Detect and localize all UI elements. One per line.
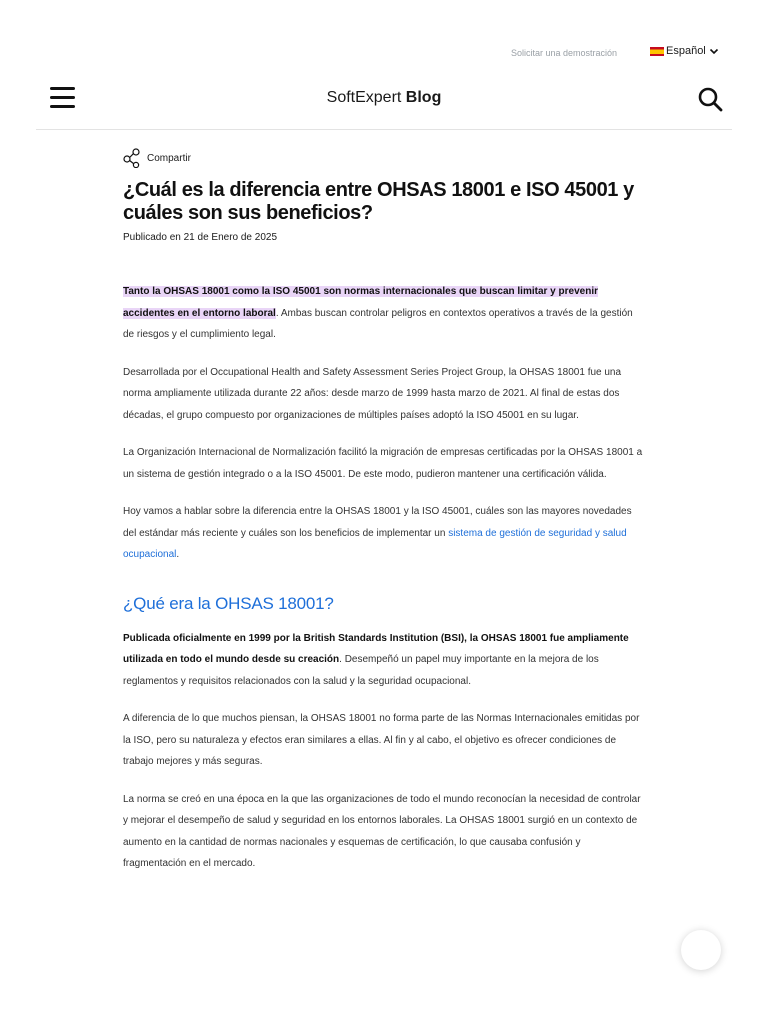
share-icon xyxy=(123,148,141,168)
spain-flag-icon xyxy=(650,47,664,56)
paragraph: La norma se creó en una época en la que las organizaciones de todo el mundo reconocían la necesidad de controlar y mejorar el desempeño de salud y seguridad en los entornos laborales. La OHSAS 18001 surgió en un contexto de aumento en la cantidad de normas nacionales y esquemas de certificación, lo que causaba confusión y fragmentación en el mercado. xyxy=(123,793,641,869)
article xyxy=(123,148,643,891)
utility-bar xyxy=(0,44,768,64)
section-heading: ¿Qué era la OHSAS 18001? xyxy=(123,593,334,613)
floating-action-button[interactable] xyxy=(681,930,721,970)
paragraph: A diferencia de lo que muchos piensan, la OHSAS 18001 no forma parte de las Normas Internacionales emitidas por la ISO, pero su naturaleza y efectos eran similares a ellas. Al fin y al cabo, el objetivo es ofrecer condiciones de trabajo mejores y más seguras. xyxy=(123,713,640,767)
paragraph: Tanto la OHSAS 18001 como la ISO 45001 son normas internacionales que buscan limitar y prevenir accidentes en el entorno laboral. Ambas buscan controlar peligros en contextos operativos a través de la gestión de riesgos y el cumplimiento legal. xyxy=(123,286,633,340)
share-button[interactable] xyxy=(123,148,643,168)
publish-date: Publicado en 21 de Enero de 2025 xyxy=(123,232,278,243)
language-label: Español xyxy=(666,45,706,57)
brand-name: SoftExpert xyxy=(326,89,402,106)
bold-lead: Publicada oficialmente en 1999 por la British Standards Institution (BSI), la OHSAS 18001 fue ampliamente utilizada en todo el mundo desde su creación xyxy=(123,632,629,665)
article-title: ¿Cuál es la diferencia entre OHSAS 18001 e ISO 45001 y cuáles son sus beneficios? xyxy=(123,179,634,224)
language-selector[interactable] xyxy=(650,45,720,57)
paragraph: La Organización Internacional de Normalización facilitó la migración de empresas certificadas por la OHSAS 18001 a un sistema de gestión integrado o a la ISO 45001. De este modo, pudieron mantener una certificación válida. xyxy=(123,447,643,480)
paragraph: Desarrollada por el Occupational Health and Safety Assessment Series Project Group, la OHSAS 18001 fue una norma ampliamente utilizada durante 22 años: desde marzo de 1999 hasta marzo de 2021. Al final de estas dos décadas, el grupo compuesto por organizaciones de múltiples países adoptó la ISO 45001 en su lugar. xyxy=(123,366,622,421)
request-demo-link[interactable]: Solicitar una demostración xyxy=(511,48,618,58)
ohs-management-system-link[interactable]: sistema de gestión de seguridad y salud ocupacional xyxy=(123,527,627,560)
site-header xyxy=(0,80,768,120)
chevron-down-icon xyxy=(708,45,720,57)
highlighted-text: Tanto la OHSAS 18001 como la ISO 45001 son normas internacionales que buscan limitar y prevenir accidentes en el entorno laboral xyxy=(123,286,598,319)
search-icon[interactable] xyxy=(697,86,723,112)
share-label: Compartir xyxy=(147,152,191,164)
site-brand[interactable] xyxy=(0,89,768,107)
paragraph: Publicada oficialmente en 1999 por la British Standards Institution (BSI), la OHSAS 18001 fue ampliamente utilizada en todo el mundo desde su creación. Desempeñó un papel muy importante en la mejora de los reglamentos y requisitos relacionados con la salud y la seguridad ocupacional. xyxy=(123,632,629,687)
paragraph: Hoy vamos a hablar sobre la diferencia entre la OHSAS 18001 y la ISO 45001, cuáles son las mayores novedades del estándar más reciente y cuáles son los beneficios de implementar un sistema de gestión de seguridad y salud ocupacional. xyxy=(123,506,632,560)
header-divider xyxy=(36,129,732,130)
brand-section: Blog xyxy=(405,89,442,106)
